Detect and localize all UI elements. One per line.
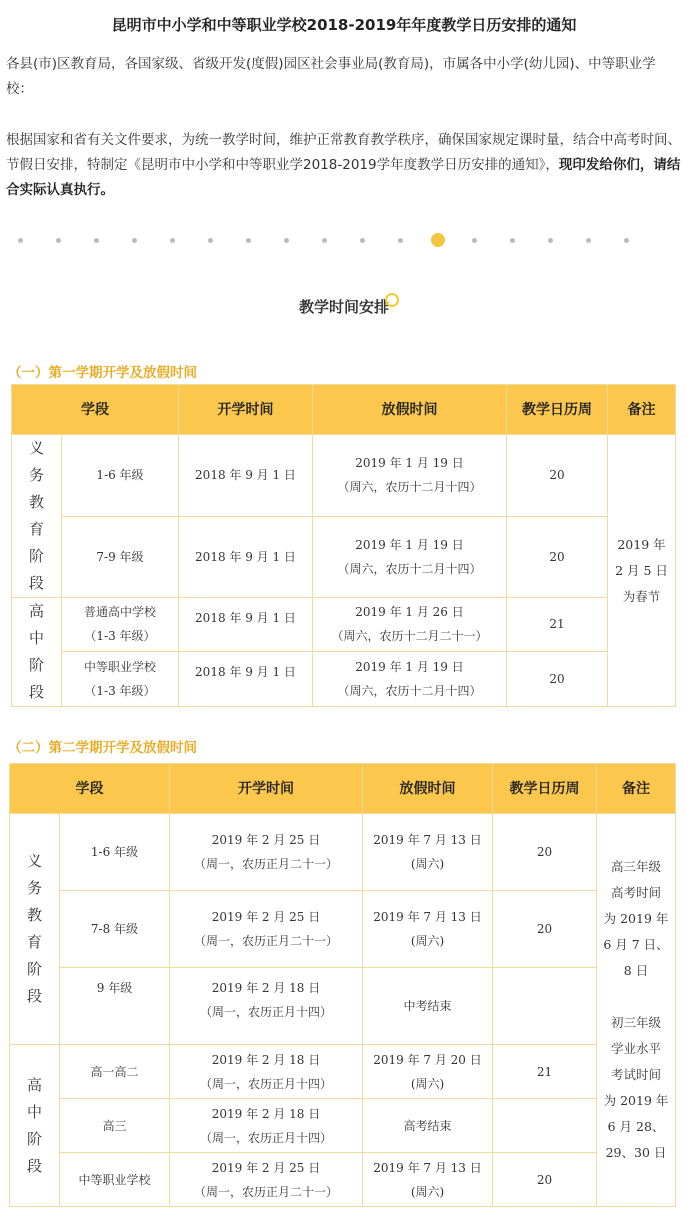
start-cell: 2018 年 9 月 1 日 [179,651,313,706]
grade-cell: 高一高二 [60,1045,170,1099]
weeks-cell: 20 [507,516,608,598]
end-cell: 2019 年 1 月 19 日 （周六，农历十二月十四） [313,516,507,598]
table-row [10,891,676,968]
grade-cell: 中等职业学校 （1-3 年级） [62,651,179,706]
start-cell: 2019 年 2 月 18 日 （周一，农历正月十四） [170,1045,363,1099]
weeks-cell: 20 [493,814,597,891]
group-highschool: 高 中 阶 段 [10,1045,60,1207]
dot [322,238,327,243]
semester1-table [11,384,676,707]
start-cell: 2019 年 2 月 25 日 （周一，农历正月二十一） [170,891,363,968]
dot [624,238,629,243]
start-cell: 2019 年 2 月 25 日 （周一，农历正月二十一） [170,1153,363,1207]
start-cell: 2019 年 2 月 25 日 （周一，农历正月二十一） [170,814,363,891]
start-cell: 2018 年 9 月 1 日 [179,598,313,652]
dot [472,238,477,243]
grade-cell: 高三 [60,1099,170,1153]
header-weeks: 教学日历周 [493,764,597,814]
group-compulsory: 义 务 教 育 阶 段 [12,435,62,598]
header-end: 放假时间 [313,385,507,435]
dot [94,238,99,243]
table-row [10,1099,676,1153]
note-cell: 高三年级 高考时间 为 2019 年 6 月 7 日、 8 日 初三年级 学业水平 考试时间 为 2019 年 6 月 28、 29、30 日 [597,814,676,1207]
weeks-cell [493,1099,597,1153]
table-row [10,968,676,1045]
note-cell: 2019 年 2 月 5 日 为春节 [608,435,676,707]
header-note: 备注 [608,385,676,435]
dot [284,238,289,243]
weeks-cell: 20 [507,435,608,517]
grade-cell: 7-9 年级 [62,516,179,598]
dot [208,238,213,243]
dot [246,238,251,243]
weeks-cell: 20 [507,651,608,706]
table-row [12,598,676,652]
group-compulsory: 义 务 教 育 阶 段 [10,814,60,1045]
grade-cell: 普通高中学校 （1-3 年级） [62,598,179,652]
table-row [12,516,676,598]
grade-cell: 9 年级 [60,968,170,1045]
body-text: 根据国家和省有关文件要求，为统一教学时间，维护正常教育教学秩序，确保国家规定课时量，结合中高考时间、节假日安排，特制定《昆明市中小学和中等职业学2018-2019学年度教学日历安排的通知》， [6,132,681,173]
dot [18,238,23,243]
grade-cell: 7-8 年级 [60,891,170,968]
group-highschool: 高 中 阶 段 [12,598,62,707]
start-cell: 2018 年 9 月 1 日 [179,516,313,598]
section-title: 教学时间安排 [298,298,389,316]
table-row [12,435,676,517]
table-row [10,1153,676,1207]
grade-cell: 1-6 年级 [62,435,179,517]
end-cell: 2019 年 1 月 19 日 （周六，农历十二月十四） [313,435,507,517]
weeks-cell: 20 [493,1153,597,1207]
weeks-cell: 20 [493,891,597,968]
end-cell: 高考结束 [363,1099,493,1153]
dot-highlight [431,233,445,247]
table2-heading: （二）第二学期开学及放假时间 [8,740,197,756]
dot [548,238,553,243]
end-cell: 2019 年 7 月 13 日 (周六) [363,814,493,891]
header-stage: 学段 [12,385,179,435]
dot [510,238,515,243]
dot [170,238,175,243]
end-cell: 中考结束 [363,968,493,1045]
start-cell: 2019 年 2 月 18 日 （周一，农历正月十四） [170,968,363,1045]
ring-icon [385,293,399,307]
end-cell: 2019 年 7 月 20 日 (周六) [363,1045,493,1099]
end-cell: 2019 年 1 月 19 日 （周六，农历十二月十四） [313,651,507,706]
dot [398,238,403,243]
end-cell: 2019 年 7 月 13 日 (周六) [363,1153,493,1207]
header-stage: 学段 [10,764,170,814]
table-row [10,814,676,891]
grade-cell: 中等职业学校 [60,1153,170,1207]
body-bold-text: 现印发给你们，请结合实际认真执行。 [6,157,681,198]
semester2-table [9,763,676,1207]
intro-paragraph: 各县(市)区教育局，各国家级、省级开发(度假)园区社会事业局(教育局)，市属各中小学(幼儿园)、中等职业学校： [6,56,656,97]
header-start: 开学时间 [179,385,313,435]
header-start: 开学时间 [170,764,363,814]
end-cell: 2019 年 1 月 26 日 （周六，农历十二月二十一） [313,598,507,652]
body-paragraph [6,128,682,203]
weeks-cell: 21 [507,598,608,652]
start-cell: 2019 年 2 月 18 日 （周一，农历正月十四） [170,1099,363,1153]
dot [360,238,365,243]
dot [132,238,137,243]
header-note: 备注 [597,764,676,814]
weeks-cell: 21 [493,1045,597,1099]
table-row [12,651,676,706]
header-weeks: 教学日历周 [507,385,608,435]
page-title: 昆明市中小学和中等职业学校2018-2019年年度教学日历安排的通知 [111,16,577,34]
header-end: 放假时间 [363,764,493,814]
dot [56,238,61,243]
start-cell: 2018 年 9 月 1 日 [179,435,313,517]
grade-cell: 1-6 年级 [60,814,170,891]
table-row [10,1045,676,1099]
dot [586,238,591,243]
end-cell: 2019 年 7 月 13 日 (周六) [363,891,493,968]
table1-heading: （一）第一学期开学及放假时间 [8,365,197,381]
divider-dots [0,232,688,248]
weeks-cell [493,968,597,1045]
